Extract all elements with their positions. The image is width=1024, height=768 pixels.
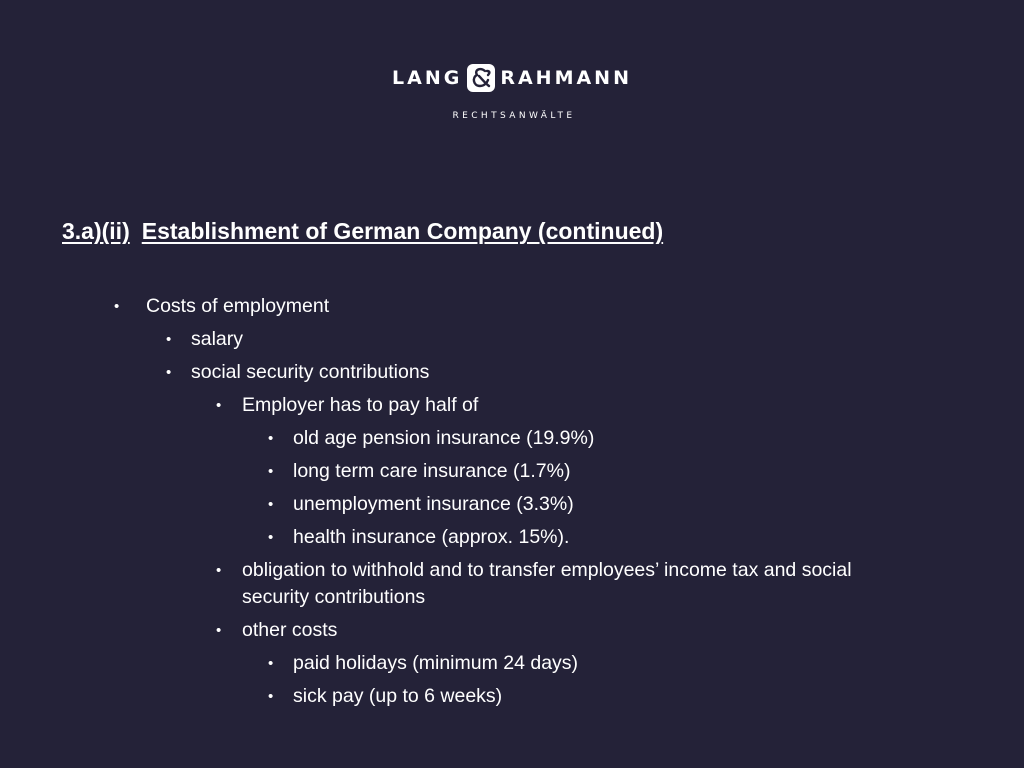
logo-wordmark: [0, 62, 1024, 94]
logo-tagline: RECHTSANWÄLTE: [452, 111, 576, 121]
logo-left-word: LANG: [392, 67, 463, 89]
ampersand-logo-icon: [466, 63, 496, 93]
bullet-icon: •: [216, 397, 222, 414]
bullet-icon: •: [268, 688, 274, 705]
bullet-icon: •: [268, 529, 274, 546]
section-number: 3.a)(ii): [62, 218, 130, 244]
bullet-icon: •: [216, 562, 222, 579]
bullet-item: • social security contributions: [191, 359, 429, 386]
bullet-icon: •: [268, 655, 274, 672]
bullet-icon: •: [268, 463, 274, 480]
bullet-item: • paid holidays (minimum 24 days): [293, 650, 578, 677]
bullet-icon: •: [166, 331, 172, 348]
bullet-item: • salary: [191, 326, 243, 353]
bullet-icon: •: [268, 430, 274, 447]
bullet-icon: •: [114, 298, 120, 315]
slide-title: [62, 218, 663, 245]
bullet-item: • Costs of employment: [146, 293, 329, 320]
bullet-icon: •: [166, 364, 172, 381]
bullet-item: • unemployment insurance (3.3%): [293, 491, 574, 518]
bullet-item: • long term care insurance (1.7%): [293, 458, 570, 485]
bullet-icon: •: [268, 496, 274, 513]
logo-right-word: RAHMANN: [500, 67, 632, 89]
bullet-item: • sick pay (up to 6 weeks): [293, 683, 502, 710]
firm-logo: [0, 62, 1024, 121]
bullet-icon: •: [216, 622, 222, 639]
bullet-item: • health insurance (approx. 15%).: [293, 524, 569, 551]
bullet-item: • obligation to withhold and to transfer employees’ income tax and social security contributions: [216, 559, 852, 608]
bullet-item: • old age pension insurance (19.9%): [293, 425, 594, 452]
bullet-item: • other costs: [242, 617, 337, 644]
title-text: Establishment of German Company (continued): [141, 218, 664, 244]
bullet-item: • Employer has to pay half of: [242, 392, 478, 419]
